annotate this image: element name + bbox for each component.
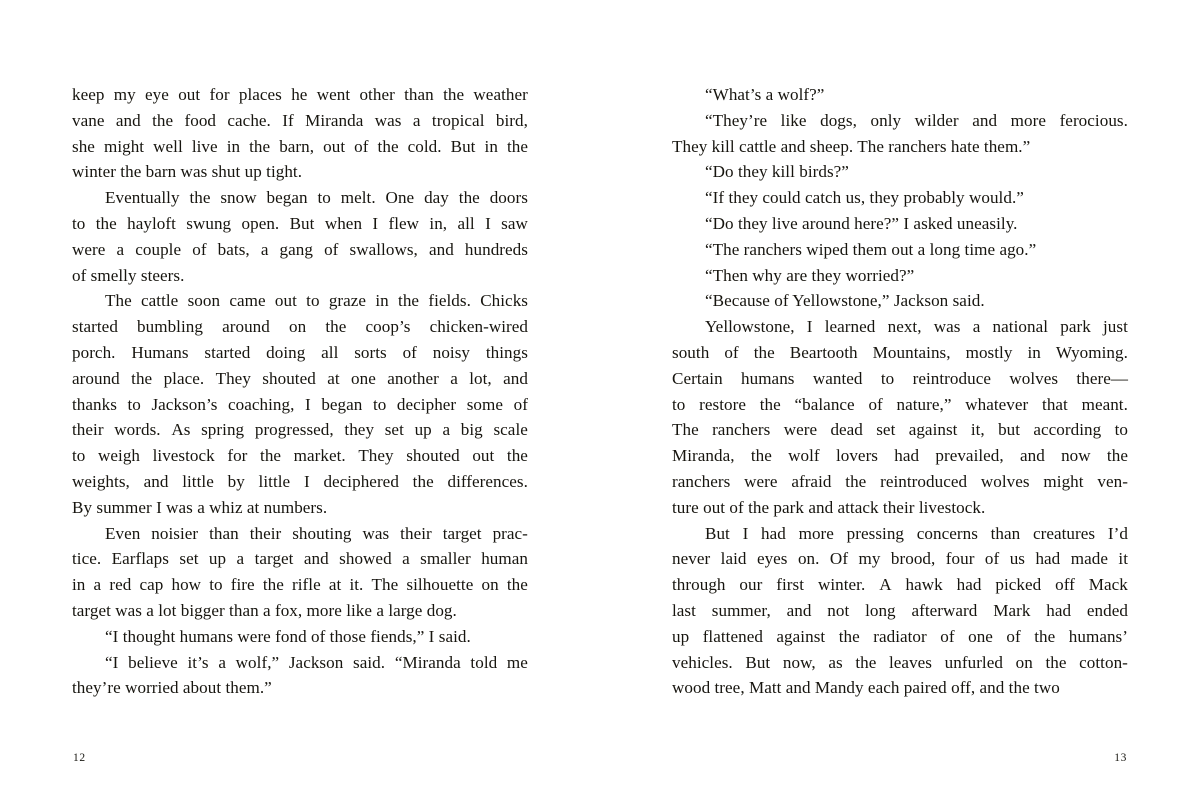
text-line: weights, and little by little I deciphered the differences. [72, 471, 528, 491]
text-line: “Then why are they worried?” [705, 265, 915, 285]
text-line: “I believe it’s a wolf,” Jackson said. “Miranda told me [105, 652, 528, 672]
text-line: up flattened against the radiator of one of the humans’ [672, 626, 1128, 646]
paragraph [72, 521, 528, 624]
text-line: winter the barn was shut up tight. [72, 162, 303, 182]
text-line: vehicles. But now, as the leaves unfurled on the cotton- [672, 652, 1128, 672]
paragraph [72, 650, 528, 702]
paragraph [72, 288, 528, 520]
text-line: around the place. They shouted at one another a lot, and [72, 368, 528, 388]
paragraph [672, 288, 1128, 314]
text-line: “They’re like dogs, only wilder and more ferocious. [705, 110, 1128, 130]
text-line: Eventually the snow began to melt. One day the doors [105, 188, 528, 208]
text-line: Even noisier than their shouting was their target prac- [105, 523, 528, 543]
text-line: never laid eyes on. Of my brood, four of us had made it [672, 549, 1128, 569]
text-line: thanks to Jackson’s coaching, I began to decipher some of [72, 394, 528, 414]
text-line: were a couple of bats, a gang of swallows, and hundreds [72, 239, 528, 259]
text-line: in a red cap how to fire the rifle at it. The silhouette on the [72, 575, 528, 595]
text-line: “Do they live around here?” I asked uneasily. [705, 213, 1018, 233]
text-line: But I had more pressing concerns than creatures I’d [705, 523, 1128, 543]
paragraph [672, 159, 1128, 185]
text-line: “I thought humans were fond of those fiends,” I said. [105, 626, 471, 646]
paragraph [72, 82, 528, 185]
paragraph [672, 263, 1128, 289]
text-line: The ranchers were dead set against it, but according to [672, 420, 1128, 440]
text-line: through our first winter. A hawk had picked off Mack [672, 575, 1128, 595]
text-line: “If they could catch us, they probably would.” [705, 188, 1024, 208]
text-line: “Because of Yellowstone,” Jackson said. [705, 291, 985, 311]
left-page-text-block [72, 82, 528, 701]
text-line: to restore the “balance of nature,” whatever that meant. [672, 394, 1128, 414]
text-line: keep my eye out for places he went other than the weather [72, 85, 528, 104]
paragraph [72, 185, 528, 288]
text-line: started bumbling around on the coop’s chicken-wired [72, 317, 528, 337]
text-line: Certain humans wanted to reintroduce wolves there— [672, 368, 1128, 388]
right-page-text-block [672, 82, 1128, 701]
text-line: “The ranchers wiped them out a long time ago.” [705, 239, 1037, 259]
text-line: “Do they kill birds?” [705, 162, 849, 182]
text-line: they’re worried about them.” [72, 678, 272, 698]
text-line: ture out of the park and attack their livestock. [672, 497, 986, 517]
text-line: to weigh livestock for the market. They shouted out the [72, 446, 528, 466]
text-line: target was a lot bigger than a fox, more like a large dog. [72, 600, 457, 620]
text-line: vane and the food cache. If Miranda was a tropical bird, [72, 110, 528, 130]
text-line: The cattle soon came out to graze in the fields. Chicks [105, 291, 528, 311]
text-line: their words. As spring progressed, they set up a big scale [72, 420, 528, 440]
page-number-right: 13 [1114, 752, 1127, 764]
paragraph [672, 185, 1128, 211]
paragraph [672, 108, 1128, 160]
text-line: south of the Beartooth Mountains, mostly in Wyoming. [672, 342, 1128, 362]
paragraph [672, 82, 1128, 108]
text-line: “What’s a wolf?” [705, 85, 825, 104]
text-line: tice. Earflaps set up a target and showed a smaller human [72, 549, 528, 569]
text-line: wood tree, Matt and Mandy each paired off, and the two [672, 678, 1060, 698]
paragraph [72, 624, 528, 650]
page-number-left: 12 [73, 752, 86, 764]
text-line: They kill cattle and sheep. The ranchers hate them.” [672, 136, 1031, 156]
text-line: she might well live in the barn, out of the cold. But in the [72, 136, 528, 156]
text-line: porch. Humans started doing all sorts of noisy things [72, 342, 528, 362]
text-line: last summer, and not long afterward Mark had ended [672, 600, 1128, 620]
text-line: Yellowstone, I learned next, was a national park just [705, 317, 1128, 337]
text-line: of smelly steers. [72, 265, 185, 285]
paragraph [672, 521, 1128, 702]
page-right [600, 0, 1200, 800]
text-line: By summer I was a whiz at numbers. [72, 497, 328, 517]
text-line: Miranda, the wolf lovers had prevailed, and now the [672, 446, 1128, 466]
text-line: to the hayloft swung open. But when I flew in, all I saw [72, 213, 528, 233]
text-line: ranchers were afraid the reintroduced wolves might ven- [672, 471, 1128, 491]
paragraph [672, 237, 1128, 263]
paragraph [672, 314, 1128, 520]
paragraph [672, 211, 1128, 237]
